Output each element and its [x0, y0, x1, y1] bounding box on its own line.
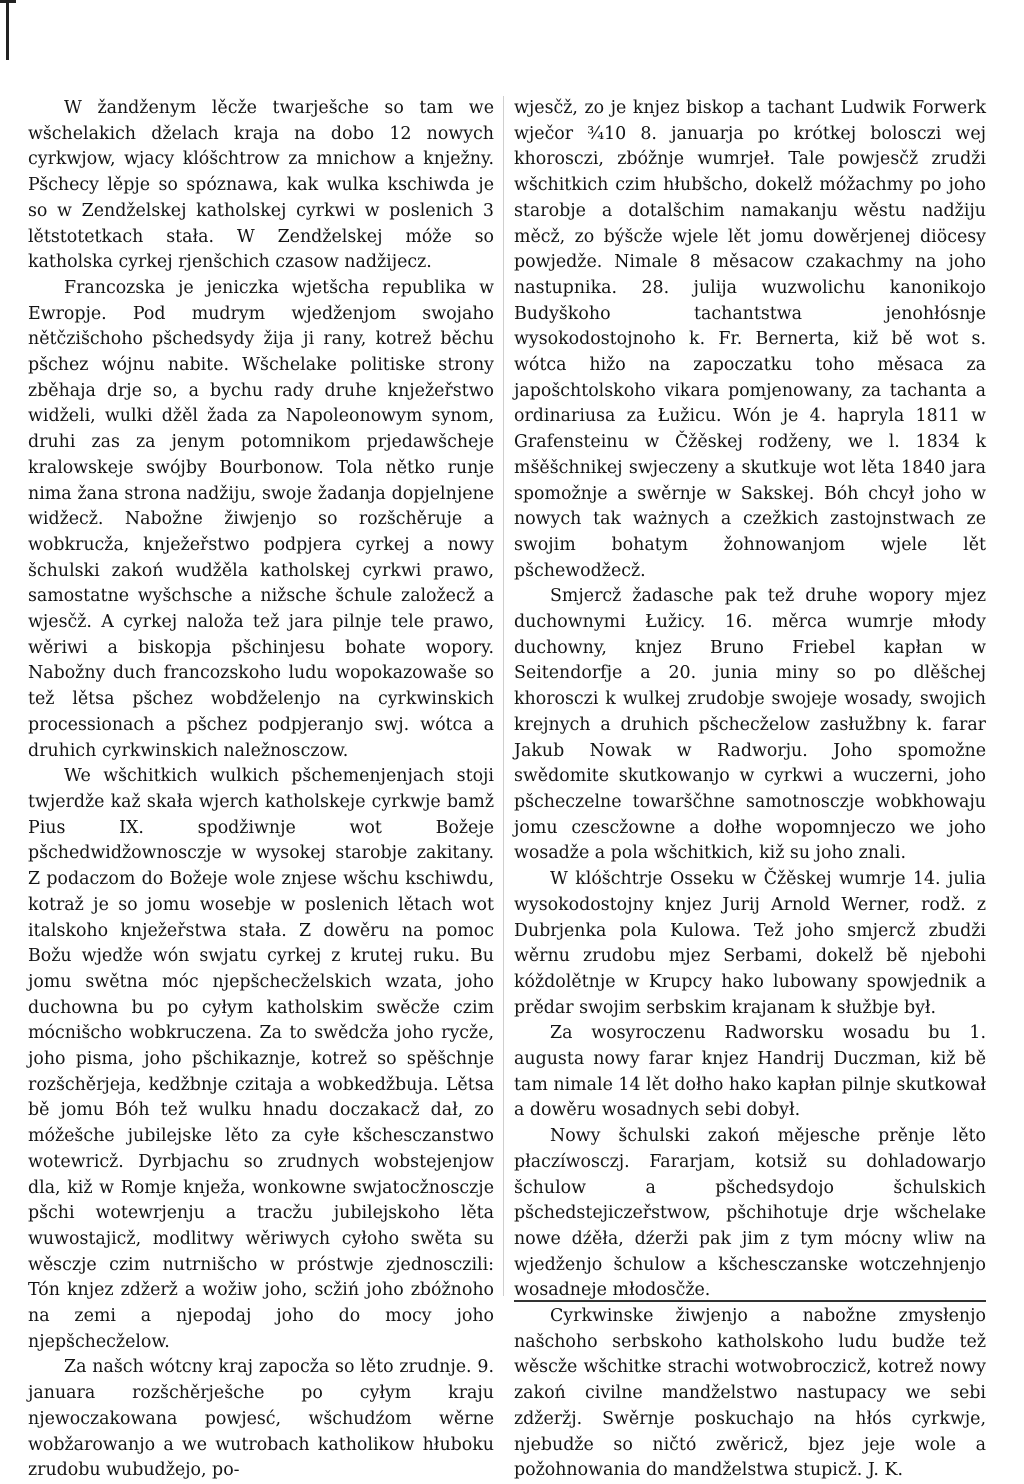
paragraph-france: Francozska je jeniczka wjetšcha republika w Ewropje. Pod mudrym wjedženjom swojaho nětčzišchoho pšchedsydy žija ji rany, kotrež běchu pšchez wójnu nabite. Wšchelake politiske strony zběhaja drje so, a bychu rady druhe knježeřstwo widželi, wulki džěl žada za Napoleonowym synom, druhi zas za jenym potomnikom prjedawšcheje kralowskeje swójby Bourbonow. Tola nětko runje nima žana strona nadžiju, swoje žadanja dopjelnjene widžecž. Nabožne žiwjenjo so rozšchěruje a wobkrucža, knježeřstwo podpjera cyrkej a nowy šchulski zakoń wudžěla katholskej cyrkwi prawo, samostatne wyšchsche a nižsche šchule založecž a wjesčž. A cyrkej naloža tež jara pilnje tele prawo, wěriwi a biskopja pšchinjesu bohate wopory. Nabožny duch francozskoho ludu wopokazowaše so tež lětsa pšchez wobdželenjo na cyrkwinskich processionach a pšchez podpjeranjo swj. wótca a druhich cyrkwinskich naležnosczow. — [28, 277, 494, 761]
paragraph-church-life: Cyrkwinske žiwjenjo a nabožne zmysłenjo našchoho serbskoho katholskoho ludu budže tež wěscže wšchitke strachi wotwobroczicž, kotrež nowy zakoń civilne mandželstwo nastupacy we sebi zdžeržj. Swěrnje poskuchajo na hłós cyrkwje, njebudže so ničtó zwěricž, bjez jeje wole a požohnowania do mandželstwa stupicž. J. K. — [514, 1306, 986, 1481]
paragraph-school-law: Nowy šchulski zakoń mějesche prěnje lěto płaczíwosczj. Fararjam, kotsiž su dohladowarjo šchulow a pšchedsydojo šchulskich pšchedstejiczeřstwow, pšchihotuje drje wšchelake nowe dźěła, dźerži pak jim z tym mócny wliw na wjedženjo šchulow a kšchesczanske wotczehnjenjo wosadneje młodosčže. — [514, 1126, 986, 1301]
left-column — [28, 96, 494, 1481]
bottom-rule — [514, 1300, 986, 1302]
paragraph-radwor: Za wosyroczenu Radworsku wosadu bu 1. augusta nowy farar knjez Handrij Duczman, kiž bě tam nimale 14 lět dołho hako kapłan pilnje skutkował a dowěru wosadnych sebi dobył. — [514, 1023, 986, 1121]
column-divider — [503, 96, 504, 1296]
paragraph-bishop: wjesčž, zo je knjez biskop a tachant Ludwik Forwerk wječor ³⁄₄10 8. januarja po krótkej bolosczi wej khorosczi, zbóžnje wumrjeł. Tale powjesčž zrudži wšchitkich czim hłubšcho, dokelž móžachmy po joho starobje a dotalšchim namakanju wěstu nadžiju měcž, zo býšcže wjele lět jomu dowěrjenej diöcesy powjedže. Nimale 8 měsacow czakachmy na joho nastupnika. 28. julija wuzwolichu kanonikojo Budyškoho tachantstwa jenohłósnje wysokodostojnoho k. Fr. Bernerta, kiž bě wot s. wótca hižo na zapoczatku toho měsaca za japošchtolskoho vikara pomjenowany, za tachanta a ordinariusa za Łužicu. Wón je 4. hapryla 1811 w Grafensteinu w Čžěskej rodženy, we l. 1834 k mšěšchnikej swjeczeny a skutkuje wot lěta 1840 jara spomožnje a swěrnje w Sakskej. Bóh chcył joho w nowych tak ważnych a czežkich zastojnstwach ze swojim bohatym žohnowanjom wjele lět pšchewodžecž. — [514, 98, 986, 581]
paragraph-homeland: Za našch wótcny kraj zapocža so lěto zrudnje. 9. januara rozšchěrješche po cyłym kraju njewoczakowana powjesć, wšchudźom wěrne wobžarowanjo a we wutrobach katholikow hłuboku zrudobu wubudžejo, po- — [28, 1357, 494, 1481]
paragraph-pope: We wšchitkich wulkich pšchemenjenjach stoji twjerdže kaž skała wjerch katholskeje cyrkwje bamž Pius IX. spodžiwnje wot Božeje pšchedwidžownosczje w wysokej starobje zakitany. Z podaczom do Božeje wole znjese wšchu kschiwdu, kotraž je so jomu wosebje w poslenich lětach wot italskoho knježeřstwa stała. Z dowěru na pomoc Božu wjedže wón swjatu cyrkej z krutej ruku. Bu jomu swětna móc njepšchecželskich wzata, joho duchowna bu po cyłym katholskim swěcže czim mócnišcho wobkruczena. Za to swědcža joho rycže, joho pisma, joho pšchikaznje, kotrež so spěšchnje rozšchěrjeja, kedžbnje czitaja a wobkedžbuja. Lětsa bě jomu Bóh tež wulku hnadu doczakacž dał, zo móžešche jubilejske lěto za cyłe kšchesczanstwo wotewricž. Dyrbjachu so zrudnych wobstejenjow dla, kiž w Romje knježa, wonkowne swjatocžnosczje pšchi wotewrjenju a tracžu jubilejskoho lěta wuwostajicž, modlitwy wěriwych cyłoho swěta su wěsczje czim nutrnišcho w próstwje zjednosczili: Tón knjez zdžerž a wožiw joho, scžiń joho zbóžnoho na zemi a njepodaj joho do mocy joho njepšchecželow. — [28, 766, 494, 1352]
paragraph-clergy-deaths: Smjercž žadasche pak tež druhe wopory mjez duchownymi Łužicy. 16. měrca wumrje młody duchowny, knjez Bruno Friebel kapłan w Seitendorfje a 20. junia miny so po dlěšchej khorosczi k wulkej zrudobje swojeje wosady, swojich krejnych a druhich pšchecželow zasłužbny k. farar Jakub Nowak w Radworju. Joho spomožne swědomite skutkowanjo w cyrkwi a wuczerni, joho pšcheczelne towarščhne samotnosczje wobkhowaju jomu czescžowne a dołhe wopomnjeczo we joho wosadže a pola wšchitkich, kiž su joho znali. — [514, 586, 986, 864]
paragraph-ossek: W klóšchtrje Osseku w Čžěskej wumrje 14. julia wysokodostojny knjez Jurij Arnold Werner, rodž. z Dubrjenka pola Kulowa. Tež joho smjercž zbudži wěrnu zrudobu mjez Serbami, dokelž bě njebohi kóždolětnje w Krupcy hako lubowany spowjednik a prědar swojim serbskim krajanam k słužbje był. — [514, 869, 986, 1018]
paragraph-england: W žandženym lěcže twarješche so tam we wšchelakich dželach kraja na dobo 12 nowych cyrkwjow, wjacy klóšchtrow za mnichow a knježny. Pšchecy lěpje so spóznawa, kak wulka kschiwda je so w Zendželskej katholskej cyrkwi w poslenich 3 lětstotetkach stała. W Zendželskej móže so katholska cyrkej rjenšchich czasow nadžijecz. — [28, 98, 494, 273]
right-column — [514, 96, 986, 1481]
margin-rule — [6, 0, 9, 60]
